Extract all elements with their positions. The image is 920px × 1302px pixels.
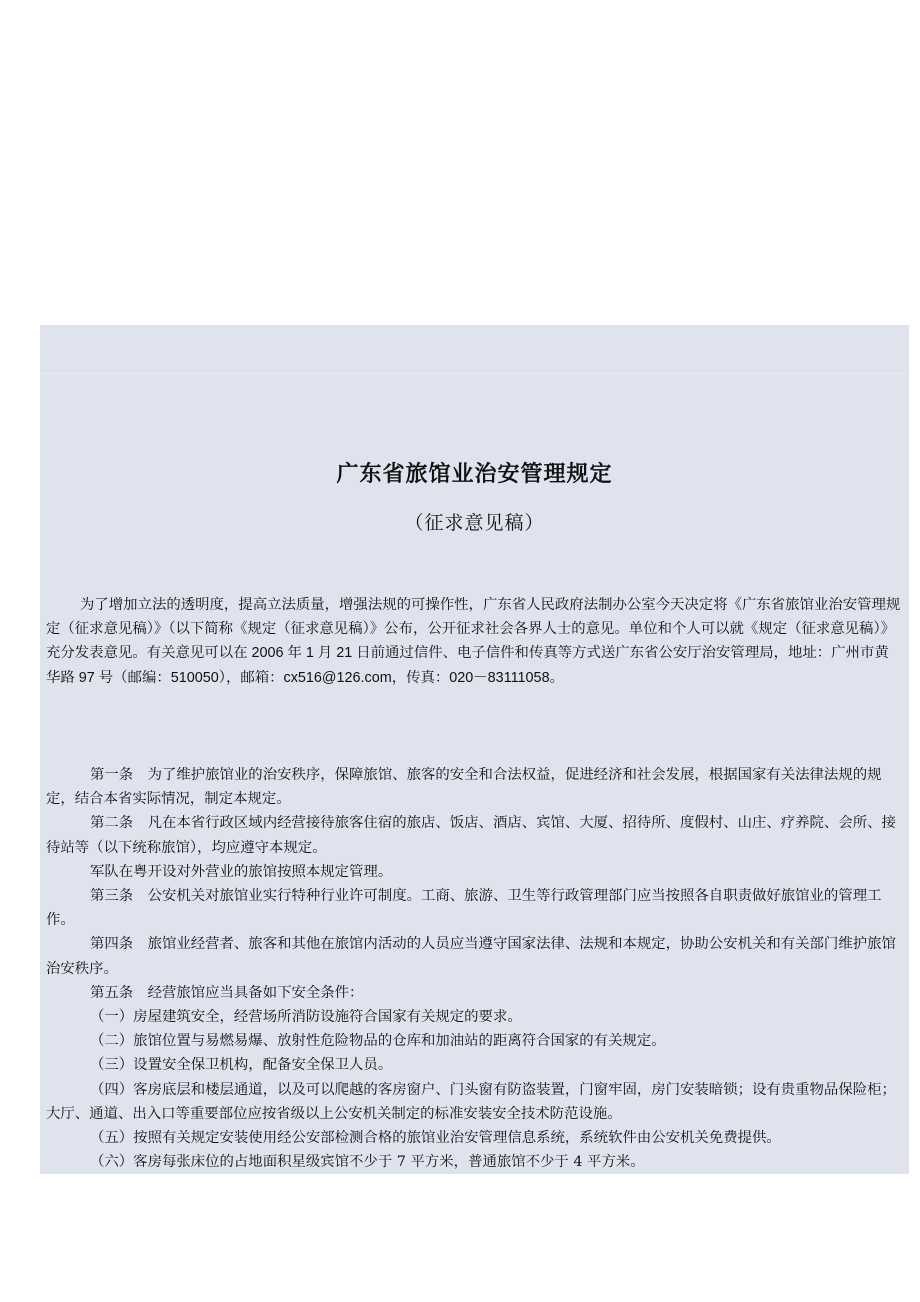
article-5-item-3: （三）设置安全保卫机构，配备安全保卫人员。	[90, 1057, 393, 1074]
article-4: 第四条 旅馆业经营者、旅客和其他在旅馆内活动的人员应当遵守国家法律、法规和本规定，协助公安机关和有关部门维护旅馆治安秩序。	[46, 936, 896, 977]
article-5-item-6: （六）客房每张床位的占地面积星级宾馆不少于 7 平方米，普通旅馆不少于 4 平方米。	[90, 1154, 645, 1171]
article-5-item-4: （四）客房底层和楼层通道，以及可以爬越的客房窗户、门头窗有防盗装置，门窗牢固，房门安装暗锁；设有贵重物品保险柜；大厅、通道、出入口等重要部位应按省级以上公安机关制定的标准安装安全技术防范设施。	[46, 1081, 896, 1122]
panel-divider	[40, 373, 909, 374]
intro-paragraph: 为了增加立法的透明度，提高立法质量，增强法规的可操作性，广东省人民政府法制办公室今天决定将《广东省旅馆业治安管理规定（征求意见稿）》（以下简称《规定（征求意见稿）》公布，公开征求社会各界人士的意见。单位和个人可以就《规定（征求意见稿）》充分发表意见。有关意见可以在 2006 年 1 月 21 日前通过信件、电子信件和传真等方式送广东省公安厅治安管理局，地址：广州市黄华路 97 号（邮编：510050），邮箱：cx516@126.com，传真：020－83111058。	[46, 597, 901, 686]
article-1: 第一条 为了维护旅馆业的治安秩序，保障旅馆、旅客的安全和合法权益，促进经济和社会发展，根据国家有关法律法规的规定，结合本省实际情况，制定本规定。	[46, 767, 882, 808]
article-2-note: 军队在粤开设对外营业的旅馆按照本规定管理。	[90, 863, 393, 880]
articles-section	[46, 763, 901, 1174]
article-2: 第二条 凡在本省行政区域内经营接待旅客住宿的旅店、饭店、酒店、宾馆、大厦、招待所、度假村、山庄、疗养院、会所、接待站等（以下统称旅馆），均应遵守本规定。	[46, 815, 896, 856]
article-5-item-5: （五）按照有关规定安装使用经公安部检测合格的旅馆业治安管理信息系统，系统软件由公安机关免费提供。	[90, 1130, 781, 1147]
article-5: 第五条 经营旅馆应当具备如下安全条件：	[90, 984, 364, 1001]
document-title: 广东省旅馆业治安管理规定	[336, 462, 613, 487]
document-subtitle: （征求意见稿）	[404, 512, 545, 534]
document-panel	[40, 325, 909, 1174]
article-5-item-2: （二）旅馆位置与易燃易爆、放射性危险物品的仓库和加油站的距离符合国家的有关规定。	[90, 1033, 666, 1050]
article-3: 第三条 公安机关对旅馆业实行特种行业许可制度。工商、旅游、卫生等行政管理部门应当按照各自职责做好旅馆业的管理工作。	[46, 888, 882, 929]
article-5-item-1: （一）房屋建筑安全，经营场所消防设施符合国家有关规定的要求。	[90, 1009, 522, 1026]
